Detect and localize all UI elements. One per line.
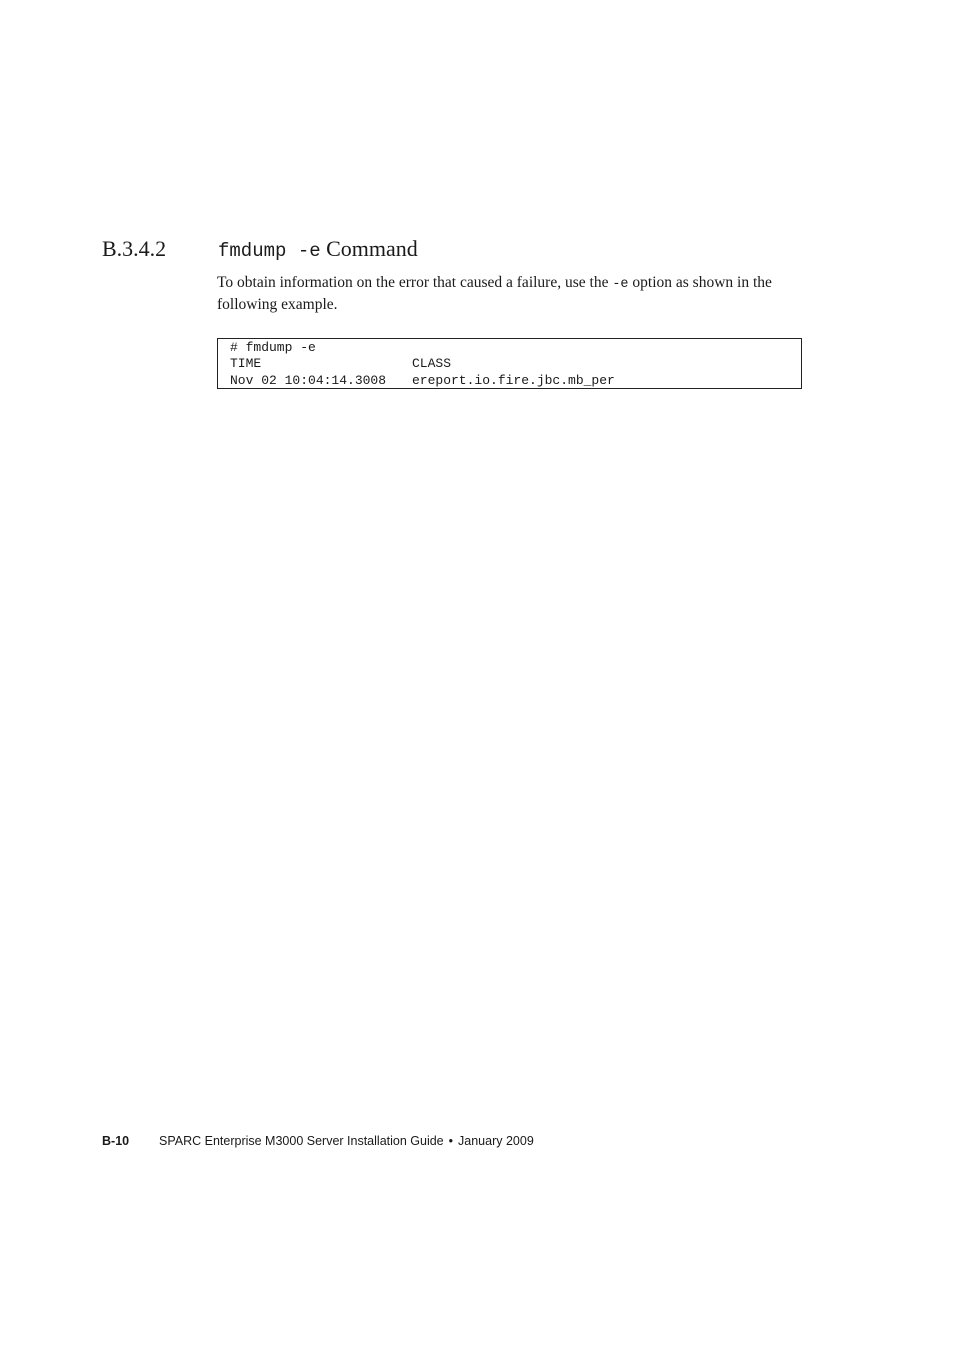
code-header-line bbox=[230, 355, 451, 372]
section-title-suffix: Command bbox=[320, 236, 418, 261]
code-row-class: ereport.io.fire.jbc.mb_per bbox=[412, 373, 615, 388]
publication-date: January 2009 bbox=[458, 1134, 534, 1148]
code-row-line bbox=[230, 372, 615, 389]
code-example-box bbox=[217, 338, 802, 389]
book-title: SPARC Enterprise M3000 Server Installation Guide bbox=[159, 1134, 444, 1148]
code-header-class: CLASS bbox=[412, 356, 452, 371]
section-number: B.3.4.2 bbox=[102, 236, 167, 261]
body-text-after: option as shown in the following example. bbox=[217, 274, 772, 313]
code-header-time: TIME bbox=[230, 356, 262, 371]
body-paragraph bbox=[217, 273, 807, 314]
body-text-before: To obtain information on the error that caused a failure, use the bbox=[217, 274, 613, 291]
page-number: B-10 bbox=[102, 1134, 130, 1148]
section-heading bbox=[102, 234, 822, 264]
footer-separator: • bbox=[448, 1134, 454, 1148]
section-title bbox=[218, 234, 418, 266]
inline-option-code: -e bbox=[612, 277, 629, 292]
page-footer bbox=[102, 1132, 534, 1150]
section-command: fmdump -e bbox=[218, 240, 321, 262]
code-prompt-line: # fmdump -e bbox=[230, 340, 316, 355]
code-row-time: Nov 02 10:04:14.3008 bbox=[230, 373, 387, 388]
